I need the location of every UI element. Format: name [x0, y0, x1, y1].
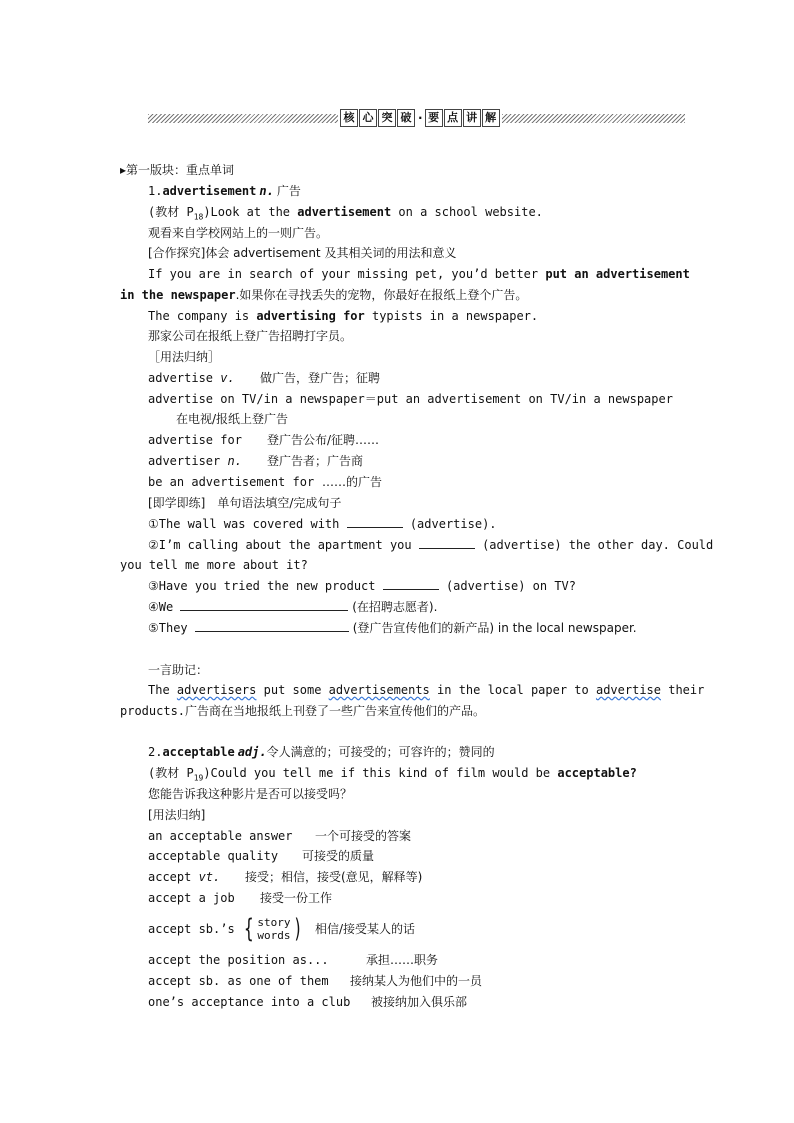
- practice-item-4: [148, 598, 437, 616]
- example-text: typists in a newspaper.: [364, 309, 539, 323]
- practice-item-5: [148, 619, 637, 637]
- usage-row: acceptable quality: [148, 849, 279, 863]
- question-text: ⑤They: [148, 621, 195, 635]
- usage-en: advertiser: [148, 454, 228, 468]
- part-of-speech: vt.: [198, 870, 221, 884]
- usage-row: be an advertisement for: [148, 475, 315, 489]
- answer-blank[interactable]: [195, 619, 349, 632]
- header-char: 突: [378, 109, 396, 127]
- question-text: (在招聘志愿者).: [348, 600, 438, 614]
- answer-blank[interactable]: [347, 515, 403, 528]
- memo-text: products.: [120, 704, 186, 718]
- word2-heading: [148, 743, 495, 761]
- usage-cn: 被接纳加入俱乐部: [371, 995, 468, 1009]
- usage-row-brace: [148, 911, 306, 947]
- example-translation: .如果你在寻找丢失的宠物，你最好在报纸上登个广告。: [235, 288, 528, 302]
- usage-row: accept the position as...: [148, 953, 329, 967]
- practice-heading: [即学即练] 单句语法填空/完成句子: [148, 496, 342, 510]
- usage-row: accept a job: [148, 891, 235, 905]
- word-number: 1.: [148, 184, 163, 198]
- header-char: 讲: [463, 109, 481, 127]
- word-meaning: 令人满意的；可接受的；可容许的；赞同的: [266, 745, 495, 759]
- memo-translation: 广告商在当地报纸上刊登了一些广告来宣传他们的产品。: [185, 704, 486, 718]
- usage-row: advertise for: [148, 433, 242, 447]
- word-number: 2.: [148, 745, 163, 759]
- page-number: 18: [193, 212, 204, 222]
- textbook-example: [148, 203, 543, 226]
- practice-item-2-cont: you tell me more about it?: [120, 558, 308, 572]
- question-text: (advertise).: [402, 517, 497, 531]
- usage-row: one’s acceptance into a club: [148, 995, 351, 1009]
- memo-text: put some: [256, 683, 329, 697]
- usage-cn: 一个可接受的答案: [315, 829, 412, 843]
- usage-cn: 在电视/报纸上登广告: [176, 412, 289, 426]
- question-text: ④We: [148, 600, 181, 614]
- example-text: The company is: [148, 309, 257, 323]
- usage-en: advertise: [148, 371, 221, 385]
- usage-cn: 相信/接受某人的话: [315, 922, 416, 936]
- question-text: (advertise) the other day. Could: [474, 538, 714, 552]
- example-text: on a school website.: [391, 205, 543, 219]
- example-keyword: advertisement: [297, 205, 392, 219]
- usage-en: accept sb.’s: [148, 922, 235, 936]
- usage-cn: 登广告公布/征聘……: [267, 433, 380, 447]
- memo-sentence-cont: [120, 702, 485, 720]
- usage-row: [148, 452, 242, 470]
- question-text: ②I’m calling about the apartment you: [148, 538, 419, 552]
- question-text: ①The wall was covered with: [148, 517, 347, 531]
- usage-heading: [用法归纳]: [148, 808, 206, 822]
- usage-row: accept sb. as one of them: [148, 974, 329, 988]
- usage-cn: 登广告者；广告商: [267, 454, 364, 468]
- section-title: ▸第一版块：重点单词: [120, 163, 235, 177]
- explore-heading: [合作探究]体会 advertisement 及其相关词的用法和意义: [148, 246, 457, 260]
- example-translation: 您能告诉我这种影片是否可以接受吗？: [148, 787, 353, 801]
- brace-options: [257, 916, 290, 942]
- textbook-example: [148, 764, 637, 787]
- example-keyword: in the newspaper: [120, 288, 236, 302]
- usage-row: [148, 369, 235, 387]
- usage-cn: 可接受的质量: [302, 849, 375, 863]
- header-hatch-right: [502, 114, 685, 123]
- usage-cn: 接受；相信，接受(意见，解释等): [245, 870, 423, 884]
- example-keyword: acceptable?: [557, 766, 637, 780]
- example-keyword: put an advertisement: [545, 267, 690, 281]
- answer-blank[interactable]: [419, 536, 475, 549]
- explore-example-1: [148, 265, 690, 283]
- right-paren: ): [293, 914, 304, 944]
- word-headword: advertisement: [162, 184, 257, 198]
- usage-heading: ［用法归纳］: [148, 350, 221, 364]
- question-text: ③Have you tried the new product: [148, 579, 383, 593]
- left-brace: {: [243, 914, 254, 944]
- header-char: 破: [397, 109, 415, 127]
- usage-cn: 做广告，登广告；征聘: [260, 371, 381, 385]
- header-char: 要: [425, 109, 443, 127]
- page-number: 19: [193, 773, 204, 783]
- memo-heading: 一言助记：: [148, 663, 209, 677]
- header-char: 点: [444, 109, 462, 127]
- memo-sentence: [148, 681, 704, 699]
- memo-text: in the local paper to: [429, 683, 596, 697]
- part-of-speech: n.: [259, 184, 274, 198]
- word-headword: acceptable: [162, 745, 235, 759]
- explore-example-2: [148, 307, 538, 325]
- brace-option: words: [257, 929, 291, 942]
- example-text: If you are in search of your missing pet, you’d better: [148, 267, 546, 281]
- example-text: )Look at the: [203, 205, 298, 219]
- word1-heading: [148, 182, 301, 200]
- example-keyword: advertising for: [256, 309, 365, 323]
- usage-en: accept: [148, 870, 199, 884]
- practice-item-1: [148, 515, 497, 533]
- answer-blank[interactable]: [180, 598, 348, 611]
- example-text: )Could you tell me if this kind of film would be: [203, 766, 558, 780]
- word-meaning: 广告: [276, 184, 301, 198]
- memo-keyword: advertisers: [176, 683, 257, 697]
- header-hatch-left: [148, 114, 338, 123]
- memo-text: The: [148, 683, 177, 697]
- usage-row: advertise on TV/in a newspaper＝put an advertisement on TV/in a newspaper: [148, 392, 673, 406]
- usage-cn: 接受一份工作: [260, 891, 333, 905]
- source-label: (教材 P: [148, 766, 194, 780]
- example-translation: 那家公司在报纸上登广告招聘打字员。: [148, 329, 353, 343]
- memo-text: their: [661, 683, 705, 697]
- explore-example-1-cont: [120, 286, 527, 304]
- usage-row: an acceptable answer: [148, 829, 293, 843]
- usage-cn: 接纳某人为他们中的一员: [350, 974, 483, 988]
- usage-cn: ……的广告: [322, 475, 383, 489]
- section-header: [340, 109, 501, 127]
- brace-option: story: [257, 916, 291, 929]
- part-of-speech: n.: [227, 454, 242, 468]
- answer-blank[interactable]: [383, 577, 439, 590]
- source-label: (教材 P: [148, 205, 194, 219]
- practice-item-3: [148, 577, 576, 595]
- header-char: 核: [340, 109, 358, 127]
- header-dot: ·: [418, 111, 423, 125]
- practice-item-2: [148, 536, 713, 554]
- question-text: (advertise) on TV?: [438, 579, 577, 593]
- usage-row: [148, 868, 220, 886]
- usage-cn: 承担……职务: [366, 953, 439, 967]
- memo-keyword: advertise: [595, 683, 661, 697]
- brace-group: [241, 916, 306, 942]
- memo-keyword: advertisements: [328, 683, 430, 697]
- question-text: (登广告宣传他们的新产品) in the local newspaper.: [348, 621, 637, 635]
- part-of-speech: adj.: [237, 745, 267, 759]
- example-translation: 观看来自学校网站上的一则广告。: [148, 226, 329, 240]
- header-char: 心: [359, 109, 377, 127]
- part-of-speech: v.: [220, 371, 235, 385]
- header-char: 解: [482, 109, 500, 127]
